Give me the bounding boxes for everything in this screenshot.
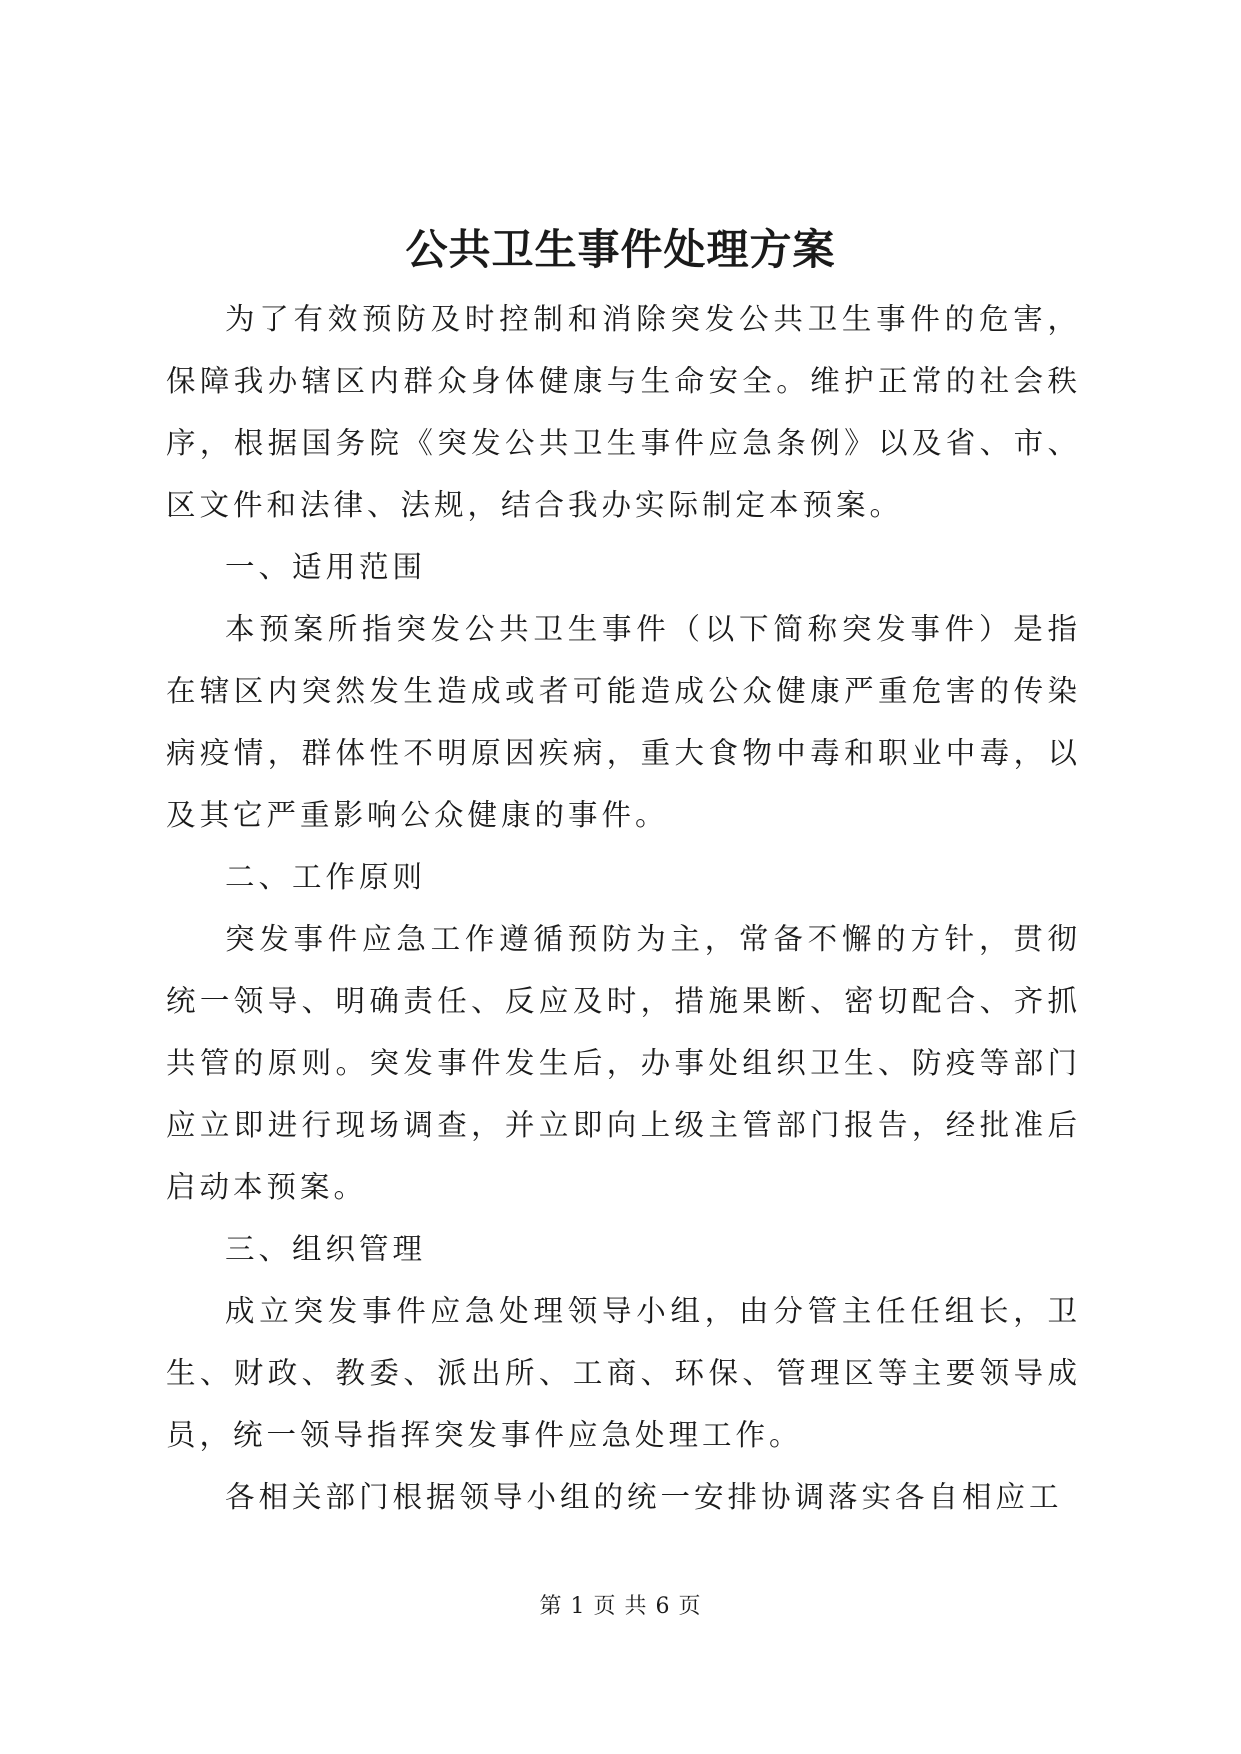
paragraph-principles: 突发事件应急工作遵循预防为主，常备不懈的方针，贯彻统一领导、明确责任、反应及时，措施果断、密切配合、齐抓共管的原则。突发事件发生后，办事处组织卫生、防疫等部门应立即进行现场调查，并立即向上级主管部门报告，经批准后启动本预案。: [166, 922, 1081, 1204]
document-title: 公共卫生事件处理方案: [405, 225, 836, 274]
page-number-footer: 第 1 页 共 6 页: [539, 1594, 702, 1619]
paragraph-intro: 为了有效预防及时控制和消除突发公共卫生事件的危害，保障我办辖区内群众身体健康与生命安全。维护正常的社会秩序，根据国务院《突发公共卫生事件应急条例》以及省、市、区文件和法律、法规，结合我办实际制定本预案。: [166, 302, 1081, 522]
paragraph-scope: 本预案所指突发公共卫生事件（以下简称突发事件）是指在辖区内突然发生造成或者可能造成公众健康严重危害的传染病疫情，群体性不明原因疾病，重大食物中毒和职业中毒，以及其它严重影响公众健康的事件。: [166, 612, 1081, 832]
document-body: [166, 288, 1081, 1528]
paragraph-organization: 成立突发事件应急处理领导小组，由分管主任任组长，卫生、财政、教委、派出所、工商、环保、管理区等主要领导成员，统一领导指挥突发事件应急处理工作。: [166, 1294, 1081, 1452]
section-heading-organization: 三、组织管理: [225, 1232, 427, 1266]
section-heading-principles: 二、工作原则: [225, 860, 427, 894]
paragraph-departments: 各相关部门根据领导小组的统一安排协调落实各自相应工: [225, 1480, 1063, 1514]
section-heading-scope: 一、适用范围: [225, 550, 427, 584]
